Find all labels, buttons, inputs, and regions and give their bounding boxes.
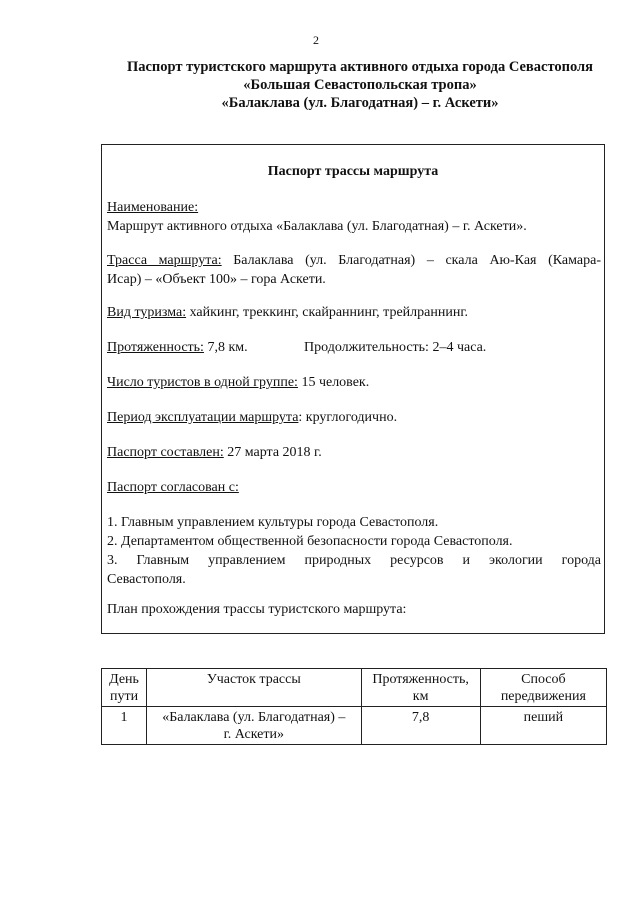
- route-plan-table: [101, 668, 607, 745]
- compiled-date-value: 27 марта 2018 г.: [223, 445, 322, 460]
- header-length-line-2: км: [412, 689, 429, 704]
- document-title-line-1: Паспорт туристского маршрута активного отдыха города Севастополя: [126, 59, 594, 75]
- agreed-label: Паспорт согласован с:: [107, 480, 239, 495]
- name-value: Маршрут активного отдыха «Балаклава (ул. Благодатная) – г. Аскети».: [107, 219, 527, 234]
- header-mode-line-1: Способ: [521, 672, 566, 687]
- compiled-date-label: Паспорт составлен:: [107, 445, 224, 460]
- header-length: [361, 669, 480, 707]
- document-title-line-2: «Большая Севастопольская тропа»: [243, 77, 477, 93]
- agreed-item-3: 3. Главным управлением природных ресурсов и экологии города: [107, 553, 601, 568]
- operation-period-value: : круглогодично.: [298, 410, 398, 425]
- agreed-item-1: 1. Главным управлением культуры города Севастополя.: [107, 515, 439, 530]
- name-label: Наименование:: [107, 200, 199, 215]
- table-row: [102, 707, 607, 745]
- name-section: [107, 198, 601, 236]
- tourism-type-value: хайкинг, треккинг, скайраннинг, трейлраннинг.: [186, 305, 468, 320]
- route-plan-intro: План прохождения трассы туристского маршрута:: [107, 602, 407, 617]
- passport-heading: Паспорт трассы маршрута: [267, 164, 439, 179]
- agreed-section: [107, 478, 601, 497]
- header-length-line-1: Протяженность,: [372, 672, 469, 687]
- length-value: 7,8 км.: [203, 340, 248, 355]
- operation-period-section: [107, 408, 601, 427]
- length-duration-section: [107, 338, 601, 357]
- cell-day: 1: [102, 707, 147, 745]
- route-value-line-2: Исар) – «Объект 100» – гора Аскети.: [107, 272, 326, 287]
- table-header-row: [102, 669, 607, 707]
- agreed-item-2: 2. Департаментом общественной безопасности города Севастополя.: [107, 534, 513, 549]
- document-title-line-3: «Балаклава (ул. Благодатная) – г. Аскети»: [221, 95, 499, 111]
- header-day: [102, 669, 147, 707]
- duration-text: Продолжительность: 2–4 часа.: [304, 340, 487, 355]
- compiled-date-section: [107, 443, 601, 462]
- agreed-list: [107, 513, 601, 589]
- page-number: 2: [313, 33, 319, 47]
- header-day-line-2: пути: [109, 689, 139, 704]
- tourism-type-label: Вид туризма:: [107, 305, 187, 320]
- route-value-line-1: Балаклава (ул. Благодатная) – скала Аю-Кая (Камара-: [221, 253, 601, 268]
- header-section-label: Участок трассы: [206, 672, 301, 687]
- cell-section-line-2: г. Аскети»: [223, 727, 284, 742]
- group-size-label: Число туристов в одной группе:: [107, 375, 298, 390]
- cell-mode: пеший: [480, 707, 606, 745]
- route-section: [107, 251, 601, 289]
- group-size-value: 15 человек.: [297, 375, 370, 390]
- group-size-section: [107, 373, 601, 392]
- cell-length: 7,8: [361, 707, 480, 745]
- document-title: [60, 58, 632, 112]
- tourism-type-section: [107, 303, 601, 322]
- cell-section-line-1: «Балаклава (ул. Благодатная) –: [162, 710, 346, 725]
- header-section: [147, 669, 361, 707]
- agreed-item-3-continuation: Севастополя.: [107, 572, 186, 587]
- route-passport-box: [101, 144, 605, 634]
- header-mode: [480, 669, 606, 707]
- operation-period-label: Период эксплуатации маршрута: [107, 410, 299, 425]
- route-label: Трасса маршрута:: [107, 253, 222, 268]
- header-mode-line-2: передвижения: [500, 689, 586, 704]
- length-label: Протяженность:: [107, 340, 204, 355]
- header-day-line-1: День: [109, 672, 139, 687]
- cell-section: [147, 707, 361, 745]
